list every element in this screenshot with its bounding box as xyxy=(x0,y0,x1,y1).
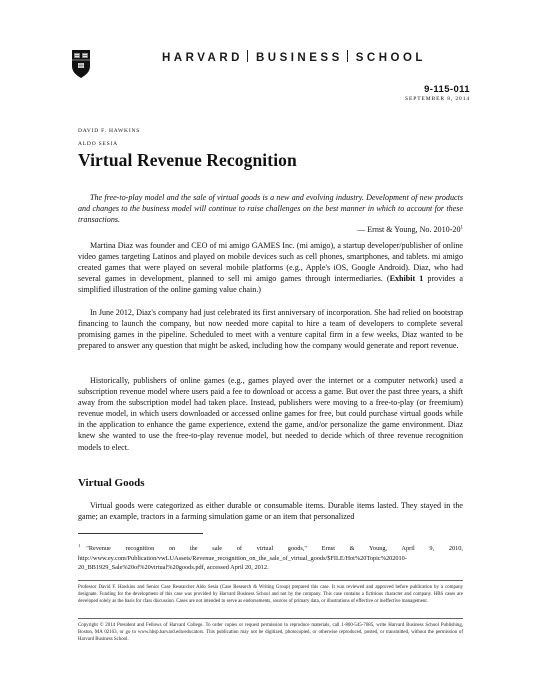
epigraph-source-text: — Ernst & Young, No. 2010-20 xyxy=(357,225,461,234)
footnote-ref[interactable]: 1 xyxy=(460,225,463,231)
case-date: SEPTEMBER 8, 2014 xyxy=(405,96,470,102)
preparation-text: Professor David F. Hawkins and Senior Case Researcher Aldo Sesia (Case Research & Writing Group) prepared this case. It was reviewed and approved before publication by a company designate. Funding for the development of this case was provided by Harvard Business School and not by the company. This case contains a fictitious character and company. HBS cases are developed solely as the basis for class discussion. Cases are not intended to serve as endorsements, sources of primary data, or illustrations of effective or ineffective management. xyxy=(78,585,463,604)
copyright-note xyxy=(78,623,463,643)
wordmark-separator xyxy=(247,50,248,62)
section-heading: Virtual Goods xyxy=(78,477,145,489)
paragraph-text: Martina Diaz was founder and CEO of mi amigo GAMES Inc. (mi amigo), a startup developer/publisher of online video games targeting Latinos and played on mobile devices such as cell phones, smartphones, and tablets. mi amigo created games that were played on several mobile platforms (e.g., Apple's iOS, Google Android). Diaz, who had several games in development, planned to sell mi amigo games through intermediaries. ( xyxy=(78,241,463,284)
body-paragraph xyxy=(78,240,463,295)
wordmark-business: BUSINESS xyxy=(255,52,343,64)
author-name: DAVID F. HAWKINS xyxy=(78,128,141,134)
paragraph-text: provides a simplified illustration of the online gaming value chain.) xyxy=(78,274,463,295)
epigraph xyxy=(78,192,463,225)
paragraph-text: Virtual goods were categorized as either durable or consumable items. Durable items lasted. They stayed in the game; an example, tractors in a farming simulation game or an item that personalized xyxy=(78,501,463,522)
fine-print-divider xyxy=(78,618,463,619)
epigraph-text: The free-to-play model and the sale of virtual goods is a new and evolving industry. Development of new products and changes to the business model will continue to raise challenges on the best manner in which to account for these transactions. xyxy=(78,193,463,225)
footnote xyxy=(78,541,463,573)
epigraph-source xyxy=(78,225,463,234)
paragraph-text: In June 2012, Diaz's company had just celebrated its first anniversary of incorporation. She had relied on bootstrap financing to launch the company, but now needed more capital to hire a team of developers to complete several promising games in the pipeline. Scheduled to meet with a venture capital firm in a few weeks, Diaz wanted to be prepared to answer any question that might be asked, including how the company would generate and report revenue. xyxy=(78,308,463,351)
footnote-divider xyxy=(78,533,203,534)
wordmark-school: SCHOOL xyxy=(355,52,426,64)
author-name: ALDO SESIA xyxy=(78,141,118,147)
footnote-text: "Revenue recognition on the sale of virtual goods," Ernst & Young, April 9, 2010, http://www.ey.com/Publication/vwLUAssets/Revenue_recognition_on_the_sale_of_virtual_goods/$FILE/Hot%20Topic%202010-20_BB1929_Sale%20of%20virtual%20goods.pdf, accessed April 20, 2012. xyxy=(78,545,463,572)
fine-print-divider xyxy=(78,580,463,581)
exhibit-reference: Exhibit 1 xyxy=(389,274,424,284)
wordmark-harvard: HARVARD xyxy=(162,52,243,64)
hbs-shield-icon xyxy=(71,49,91,79)
wordmark-separator xyxy=(347,50,348,62)
paragraph-text: Historically, publishers of online games (e.g., games played over the internet or a computer network) used a subscription revenue model where users paid a fee to download or access a game. But over the past three years, a shift away from the subscription model had taken place. Instead, publishers were moving to a free-to-play (or freemium) revenue model, in which users downloaded or accessed online games for free, but could purchase virtual goods while in the application to enhance the game experience, extend the game, and/or personalize the game environment. Diaz knew she wanted to use the free-to-play revenue model, but needed to decide which of three revenue recognition models to elect. xyxy=(78,376,463,452)
body-paragraph xyxy=(78,375,463,453)
body-paragraph xyxy=(78,500,463,522)
case-number: 9-115-011 xyxy=(424,84,470,95)
hbs-wordmark xyxy=(162,50,426,64)
footnote-number: 1 xyxy=(78,543,81,548)
body-paragraph xyxy=(78,307,463,351)
copyright-text: Copyright © 2014 President and Fellows of Harvard College. To order copies or request permission to reproduce materials, call 1-800-545-7685, write Harvard Business School Publishing, Boston, MA 02163, or go to www.hbsp.harvard.edu/educators. This publication may not be digitized, photocopied, or otherwise reproduced, posted, or transmitted, without the permission of Harvard Business School. xyxy=(78,623,463,642)
preparation-note xyxy=(78,585,463,605)
author-list xyxy=(78,125,140,151)
case-title: Virtual Revenue Recognition xyxy=(78,150,297,170)
